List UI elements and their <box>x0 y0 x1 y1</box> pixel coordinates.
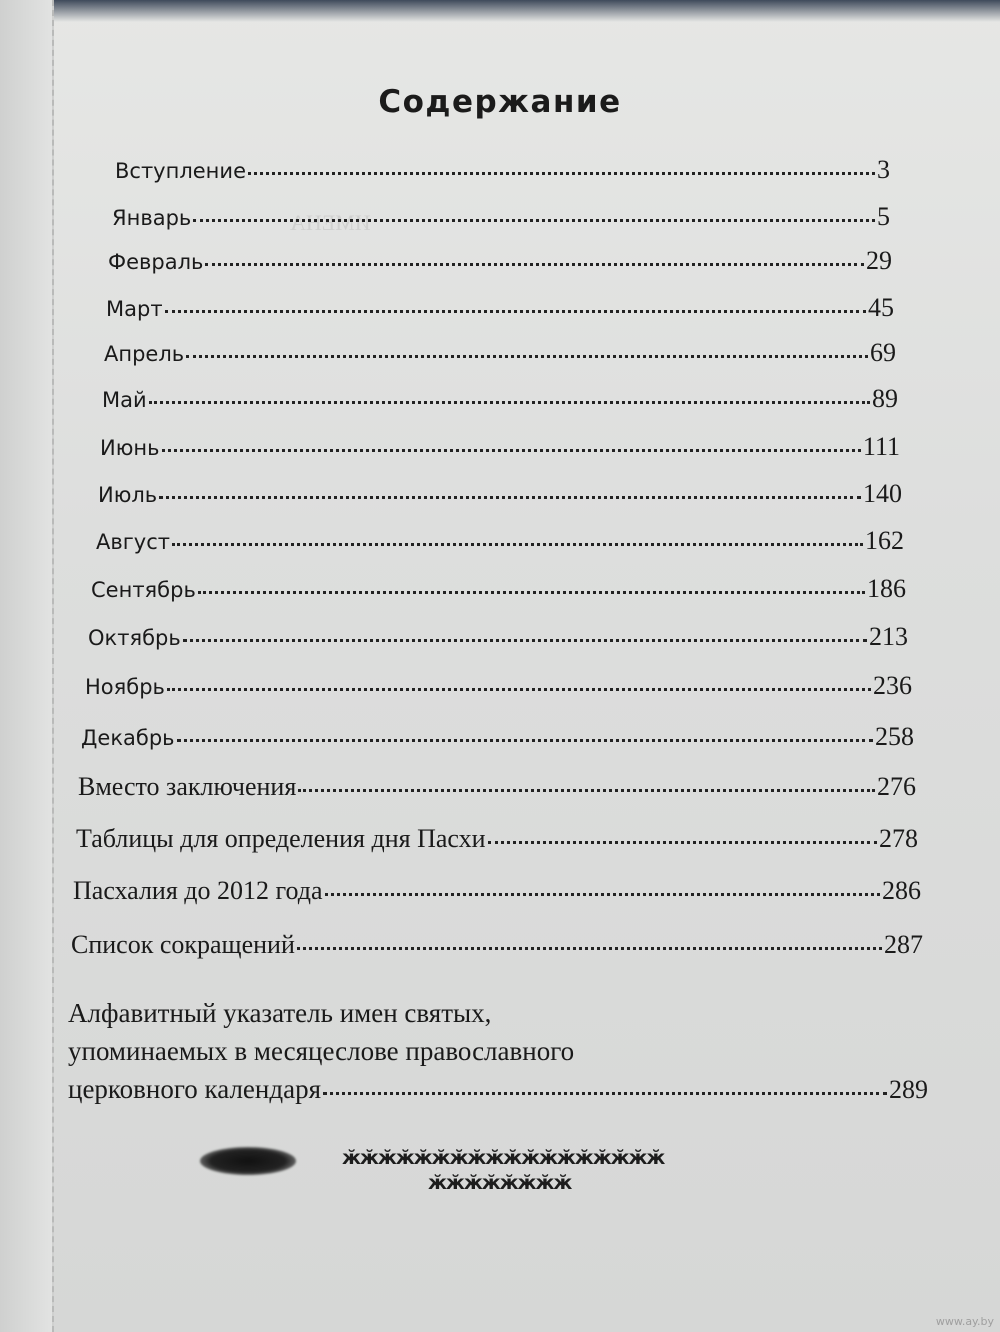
toc-leader-dots <box>177 738 873 742</box>
toc-label-last-line <box>68 1070 928 1109</box>
toc-label: Июнь <box>100 436 160 460</box>
toc-entry <box>71 930 923 960</box>
toc-label: Апрель <box>104 342 185 366</box>
toc-label-line: упоминаемых в месяцеслове православного <box>68 1036 575 1066</box>
toc-leader-dots <box>162 448 861 452</box>
toc-entry <box>98 479 902 509</box>
toc-leader-dots <box>149 400 870 404</box>
toc-label: Март <box>106 297 163 321</box>
toc-page-number: 111 <box>862 432 900 461</box>
toc-page-number: 278 <box>879 824 918 853</box>
toc-entry <box>102 384 898 414</box>
toc-label: Сентябрь <box>91 578 196 602</box>
toc-page-number: 289 <box>889 1075 928 1104</box>
toc-entry <box>108 246 892 276</box>
toc-leader-dots <box>198 590 865 594</box>
toc-leader-dots <box>323 1091 887 1095</box>
watermark: www.ay.by <box>935 1315 994 1328</box>
toc-leader-dots <box>186 354 868 358</box>
toc-label: Январь <box>112 206 192 230</box>
toc-leader-dots <box>172 542 863 546</box>
toc-entry <box>76 824 918 854</box>
ornament-line-1: ӂӂӂӂӂӂӂӂӂӂӂӂӂӂӂӂӂӂ <box>342 1147 665 1169</box>
toc-leader-dots <box>183 638 867 642</box>
toc-entry <box>104 338 896 368</box>
toc-entry <box>112 202 890 232</box>
toc-entry <box>91 574 906 604</box>
toc-leader-dots <box>193 218 875 222</box>
toc-entry <box>85 671 912 701</box>
toc-entry <box>106 293 894 323</box>
page-title: Содержание <box>378 84 622 120</box>
show-through-text: ИМЕНА <box>290 210 371 235</box>
toc-leader-dots <box>205 262 864 266</box>
toc-entry <box>81 722 914 752</box>
toc-label: Вступление <box>115 159 246 183</box>
toc-entry <box>100 432 900 462</box>
toc-page-number: 69 <box>870 338 896 367</box>
page-binding-edge <box>0 0 54 1332</box>
toc-entry <box>88 622 908 652</box>
toc-leader-dots <box>488 840 878 844</box>
toc-page-number: 287 <box>884 930 923 959</box>
toc-label: Ноябрь <box>85 675 165 699</box>
toc-label: Февраль <box>108 250 204 274</box>
toc-label-line: Алфавитный указатель имен святых, <box>68 998 492 1028</box>
toc-page-number: 162 <box>865 526 904 555</box>
ink-blot <box>200 1147 296 1175</box>
ornament-line-2: ӂӂӂӂӂӂӂӂ <box>428 1172 572 1194</box>
toc-leader-dots <box>297 946 882 950</box>
toc-leader-dots <box>165 309 866 313</box>
toc-entry <box>78 772 916 802</box>
toc-label: Список сокращений <box>71 930 295 959</box>
toc-page-number: 5 <box>877 202 890 231</box>
toc-entry <box>96 526 904 556</box>
toc-page-number: 213 <box>869 622 908 651</box>
toc-page-number: 29 <box>866 246 892 275</box>
toc-page-number: 140 <box>863 479 902 508</box>
toc-entry-index <box>68 994 928 1109</box>
toc-leader-dots <box>248 171 875 175</box>
toc-page-number: 3 <box>877 155 890 184</box>
toc-label: Пасхалия до 2012 года <box>73 876 323 905</box>
toc-label: Июль <box>98 483 158 507</box>
toc-label-line: церковного календаря <box>68 1074 322 1104</box>
toc-entry <box>115 155 890 185</box>
toc-leader-dots <box>167 687 871 691</box>
toc-page-number: 258 <box>875 722 914 751</box>
toc-label: Декабрь <box>81 726 175 750</box>
toc-leader-dots <box>325 892 880 896</box>
toc-label: Вместо заключения <box>78 772 297 801</box>
toc-label: Май <box>102 388 147 412</box>
page-top-shadow <box>0 0 1000 22</box>
toc-label: Таблицы для определения дня Пасхи <box>76 824 486 853</box>
toc-label: Октябрь <box>88 626 181 650</box>
toc-page-number: 276 <box>877 772 916 801</box>
toc-page-number: 89 <box>872 384 898 413</box>
toc-page-number: 236 <box>873 671 912 700</box>
toc-entry <box>73 876 921 906</box>
toc-leader-dots <box>159 495 861 499</box>
toc-leader-dots <box>298 788 875 792</box>
toc-page-number: 286 <box>882 876 921 905</box>
toc-label: Август <box>96 530 170 554</box>
toc-page-number: 45 <box>868 293 894 322</box>
toc-page-number: 186 <box>867 574 906 603</box>
